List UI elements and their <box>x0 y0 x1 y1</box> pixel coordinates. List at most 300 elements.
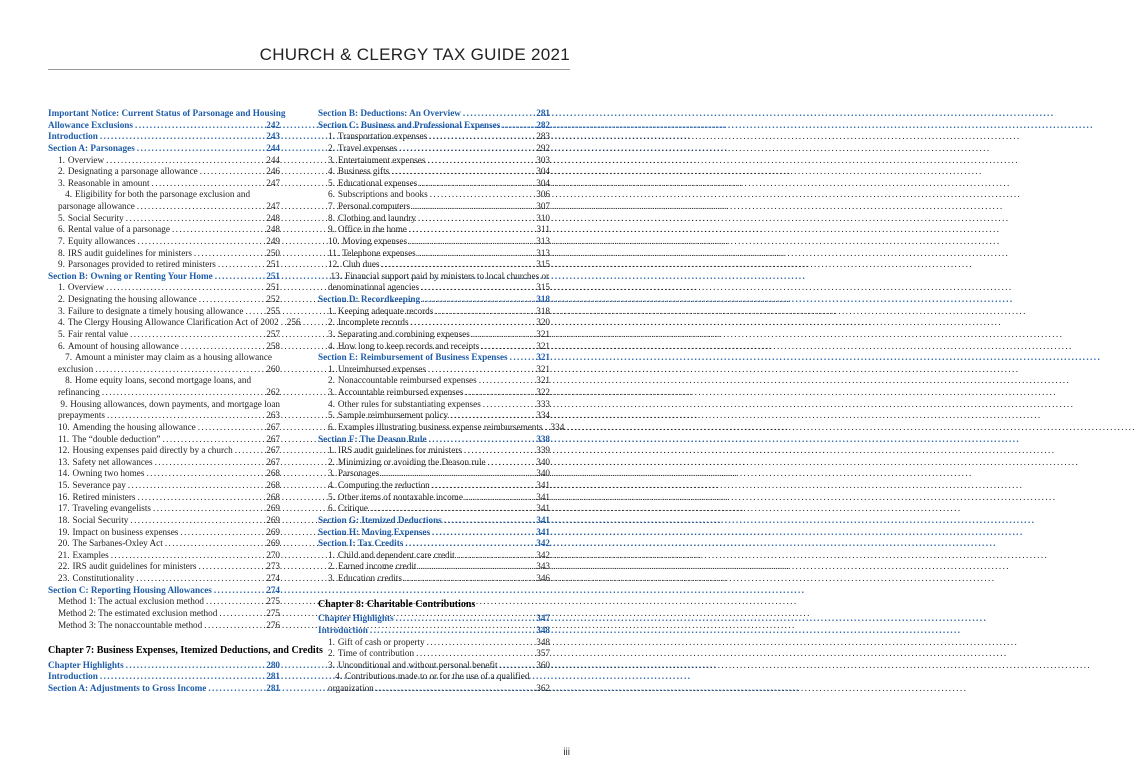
dot-leader <box>235 445 265 457</box>
toc-entry[interactable] <box>48 608 280 620</box>
toc-entry[interactable] <box>318 550 550 562</box>
toc-entry[interactable] <box>48 550 280 562</box>
dot-leader <box>465 387 534 399</box>
toc-page-number: 246 <box>266 166 280 177</box>
chapter-heading: Chapter 7: Business Expenses, Itemized Deductions, and Credits <box>48 645 323 657</box>
toc-entry[interactable] <box>318 248 550 260</box>
toc-page-number: 348 <box>536 624 550 635</box>
toc-entry-number: 3. <box>328 573 335 583</box>
toc-entry-title: Examples illustrating business expense reimbursements <box>337 421 543 432</box>
dot-leader <box>206 596 264 608</box>
toc-entry-title: Education credits <box>337 573 402 583</box>
dot-leader <box>111 550 265 562</box>
toc-entry[interactable] <box>48 573 280 585</box>
toc-section-entry[interactable] <box>48 671 280 683</box>
toc-section-entry[interactable] <box>48 120 280 132</box>
toc-entry-number: 3. <box>328 468 335 479</box>
dot-leader <box>409 224 535 236</box>
toc-entry[interactable] <box>318 648 550 660</box>
toc-entry[interactable] <box>48 166 280 178</box>
toc-section-entry[interactable] <box>318 538 550 550</box>
toc-entry-title: Child and dependent care credit <box>337 549 455 560</box>
toc-section-entry[interactable] <box>48 660 280 672</box>
toc-entry[interactable] <box>318 445 550 457</box>
toc-page-number: 281 <box>266 671 280 682</box>
chapter-heading: Chapter 8: Charitable Contributions <box>318 598 476 610</box>
toc-section-entry[interactable] <box>318 352 550 364</box>
toc-entry[interactable] <box>318 155 550 167</box>
dot-leader <box>464 445 534 457</box>
toc-section-entry[interactable] <box>318 527 550 539</box>
toc-section-entry[interactable] <box>48 143 280 155</box>
dot-leader <box>126 660 265 672</box>
toc-entry-number: 2. <box>328 456 335 467</box>
dot-leader <box>465 492 534 504</box>
toc-entry[interactable] <box>48 596 280 608</box>
toc-entry-title: Home equity loans, second mortgage loans, and <box>75 375 252 386</box>
toc-entry-title: Transportation expenses <box>337 131 428 142</box>
toc-entry-number: 14. <box>58 468 70 479</box>
dot-leader <box>107 410 264 422</box>
toc-page-number: 304 <box>536 166 550 177</box>
toc-entry[interactable] <box>318 468 550 480</box>
dot-leader <box>418 248 534 260</box>
toc-entry-title: Rental value of a parsonage <box>67 224 170 235</box>
toc-entry-title: Section D: Recordkeeping <box>318 294 421 304</box>
toc-entry-title: Computing the reduction <box>337 480 430 490</box>
dot-leader <box>214 585 264 597</box>
toc-entry[interactable] <box>48 317 301 329</box>
toc-section-entry[interactable] <box>318 108 550 120</box>
toc-entry[interactable] <box>318 306 550 318</box>
toc-entry-title: Retired ministers <box>72 491 136 502</box>
toc-page-number: 256 <box>286 317 301 328</box>
toc-page-number: 268 <box>266 468 280 479</box>
toc-entry-line <box>48 189 280 201</box>
toc-entry-number: 9. <box>328 224 335 235</box>
dot-leader <box>481 341 534 353</box>
toc-entry-line[interactable] <box>48 108 286 120</box>
toc-entry[interactable] <box>48 213 280 225</box>
toc-entry-title: IRS audit guidelines for ministers <box>337 445 462 456</box>
toc-entry-number: 1. <box>58 282 65 293</box>
toc-page-number: 274 <box>266 584 280 595</box>
toc-entry-number: 7. <box>58 235 65 246</box>
dot-leader <box>130 329 264 341</box>
toc-entry[interactable] <box>318 410 550 422</box>
dot-leader <box>427 155 534 167</box>
toc-entry[interactable] <box>318 492 550 504</box>
toc-entry-number: 8. <box>328 212 335 223</box>
toc-entry[interactable] <box>318 189 550 201</box>
dot-leader <box>411 317 535 329</box>
dot-leader <box>153 503 264 515</box>
toc-entry[interactable] <box>318 480 550 492</box>
toc-entry-title: Section C: Business and Professional Expenses <box>318 119 501 130</box>
toc-entry-title: Parsonages <box>337 468 380 479</box>
toc-entry-title: Telephone expenses <box>342 247 416 258</box>
toc-entry[interactable] <box>48 492 280 504</box>
toc-page-number: 307 <box>536 201 550 211</box>
dot-leader <box>370 503 534 515</box>
toc-entry-title: Fair rental value <box>67 328 129 339</box>
toc-page-number: 275 <box>266 596 280 607</box>
dot-leader <box>106 155 264 167</box>
toc-entry-title: Gift of cash or property <box>337 636 425 647</box>
toc-entry-number: 12. <box>328 259 340 270</box>
toc-entry-title: Financial support paid by ministers to local churches or <box>345 270 550 281</box>
toc-entry-title: Section I: Tax Credits <box>318 538 404 549</box>
toc-entry[interactable] <box>318 683 550 695</box>
toc-entry-number: 1. <box>328 445 335 456</box>
toc-entry-title: Moving expenses <box>342 235 408 246</box>
toc-entry[interactable] <box>48 236 280 248</box>
toc-entry[interactable] <box>48 201 280 213</box>
toc-entry-title: Traveling evangelists <box>72 503 151 514</box>
toc-entry-title: Housing expenses paid directly by a church <box>72 445 233 456</box>
toc-page-number: 313 <box>536 247 550 258</box>
toc-entry[interactable] <box>48 527 280 539</box>
toc-entry-title: Chapter Highlights <box>318 613 394 624</box>
toc-entry[interactable] <box>48 620 280 632</box>
toc-entry-title: organization <box>328 683 374 693</box>
toc-entry-number: 3. <box>58 177 65 188</box>
toc-entry[interactable] <box>318 637 550 649</box>
toc-entry[interactable] <box>48 503 280 515</box>
toc-page-number: 341 <box>536 480 550 490</box>
toc-entry[interactable] <box>318 224 550 236</box>
toc-page-number: 304 <box>536 177 550 188</box>
toc-entry-number: 4. <box>335 671 342 682</box>
toc-entry-title: Overview <box>67 154 105 165</box>
toc-entry[interactable] <box>318 399 550 411</box>
toc-page-number: 258 <box>266 340 280 351</box>
toc-page-number: 270 <box>266 549 280 560</box>
toc-page-number: 341 <box>536 514 550 525</box>
toc-entry-title: Critique <box>337 503 369 514</box>
toc-section-entry[interactable] <box>318 613 550 625</box>
toc-entry[interactable] <box>318 259 550 271</box>
toc-entry[interactable] <box>48 248 280 260</box>
toc-entry-title: Time of contribution <box>337 648 415 659</box>
toc-entry-title: Separating and combining expenses <box>337 328 470 339</box>
dot-leader <box>381 468 534 480</box>
toc-entry-title: parsonage allowance <box>58 201 135 211</box>
toc-page-number: 267 <box>266 456 280 467</box>
toc-entry[interactable] <box>318 503 550 515</box>
toc-page-number: 339 <box>536 445 550 456</box>
toc-entry[interactable] <box>318 387 550 399</box>
toc-entry-title: Reasonable in amount <box>67 177 150 188</box>
dot-leader <box>418 561 534 573</box>
toc-section-entry[interactable] <box>318 625 550 637</box>
toc-entry[interactable] <box>48 364 280 376</box>
toc-entry-number: 15. <box>58 480 70 490</box>
toc-entry[interactable] <box>318 166 550 178</box>
dot-leader <box>106 282 264 294</box>
toc-entry[interactable] <box>48 387 280 399</box>
dot-leader <box>218 259 264 271</box>
toc-entry[interactable] <box>318 201 550 213</box>
toc-column-right <box>318 108 565 695</box>
toc-entry-title: Designating the housing allowance <box>67 294 197 304</box>
toc-page-number: 249 <box>266 235 280 246</box>
dot-leader <box>128 480 264 492</box>
dot-leader <box>412 201 534 213</box>
dot-leader <box>545 422 549 434</box>
toc-entry-title: Equity allowances <box>67 235 136 246</box>
toc-entry[interactable] <box>48 561 280 573</box>
toc-page-number: 311 <box>536 224 550 235</box>
toc-page-number: 242 <box>266 119 280 130</box>
dot-leader <box>430 189 534 201</box>
toc-page-number: 318 <box>536 294 550 304</box>
toc-page-number: 268 <box>266 491 280 502</box>
toc-entry-number: 4. <box>58 317 65 328</box>
toc-entry[interactable] <box>318 364 550 376</box>
toc-entry[interactable] <box>318 143 550 155</box>
toc-page-number: 334 <box>536 410 550 421</box>
toc-entry-title: Introduction <box>48 131 98 142</box>
toc-page-number: 252 <box>266 294 280 304</box>
dot-leader <box>245 306 264 318</box>
toc-page-number: 267 <box>266 421 280 432</box>
toc-entry[interactable] <box>48 224 280 236</box>
toc-entry[interactable] <box>48 457 280 469</box>
dot-leader <box>422 294 534 306</box>
toc-section-entry[interactable] <box>318 294 550 306</box>
dot-leader <box>421 282 534 294</box>
toc-section-entry[interactable] <box>318 434 550 446</box>
toc-entry-title: Introduction <box>318 624 368 635</box>
toc-page-number: 315 <box>536 282 550 293</box>
toc-entry[interactable] <box>318 573 550 585</box>
toc-entry-title: IRS audit guidelines for ministers <box>72 561 197 572</box>
toc-entry[interactable] <box>318 213 550 225</box>
toc-entry[interactable] <box>48 422 280 434</box>
toc-page-number: 341 <box>536 503 550 514</box>
dot-leader <box>427 637 535 649</box>
toc-entry[interactable] <box>48 282 280 294</box>
toc-entry[interactable] <box>48 306 280 318</box>
dot-leader <box>391 166 534 178</box>
toc-entry[interactable] <box>318 660 550 672</box>
toc-entry-title: Clothing and laundry <box>337 212 416 223</box>
toc-page-number: 280 <box>266 659 280 670</box>
toc-entry[interactable] <box>318 131 550 143</box>
toc-entry[interactable] <box>48 468 280 480</box>
toc-entry-title: Educational expenses <box>337 177 418 188</box>
dot-leader <box>130 515 264 527</box>
toc-entry-number: 11. <box>58 433 70 444</box>
dot-leader <box>162 434 264 446</box>
toc-page-number: 348 <box>536 636 550 647</box>
toc-page-number: 269 <box>266 538 280 549</box>
toc-entry-number: 3. <box>328 387 335 397</box>
toc-entry[interactable] <box>48 538 280 550</box>
toc-page-number: 281 <box>266 683 280 693</box>
toc-entry[interactable] <box>48 294 280 306</box>
toc-page-number: 347 <box>536 613 550 624</box>
dot-leader <box>405 538 534 550</box>
toc-entry-number: 1. <box>328 131 335 142</box>
toc-entry-number: 2. <box>58 294 65 304</box>
toc-entry-title: Section E: Reimbursement of Business Expenses <box>318 352 508 363</box>
dot-leader <box>137 143 264 155</box>
toc-entry-title: Business gifts <box>337 166 390 177</box>
toc-entry[interactable] <box>48 410 280 422</box>
toc-entry[interactable] <box>48 515 280 527</box>
toc-page-number: 321 <box>536 328 550 339</box>
toc-entry[interactable] <box>318 375 550 387</box>
toc-entry-title: Failure to designate a timely housing allowance <box>67 305 244 316</box>
toc-entry[interactable] <box>48 434 280 446</box>
toc-entry-number: 6. <box>58 340 65 351</box>
toc-entry-number: 23. <box>58 573 70 583</box>
toc-page-number: 340 <box>536 468 550 479</box>
toc-entry-number: 13. <box>330 270 342 281</box>
dot-leader <box>457 550 534 562</box>
dot-leader <box>444 515 534 527</box>
dot-leader <box>152 178 265 190</box>
toc-entry[interactable] <box>318 341 550 353</box>
toc-section-entry[interactable] <box>48 585 280 597</box>
toc-page-number: 248 <box>266 212 280 223</box>
toc-entry-number: 7. <box>65 352 72 363</box>
toc-entry-number: 1. <box>328 549 335 560</box>
toc-page-number: 274 <box>266 573 280 583</box>
toc-entry-line <box>48 375 280 387</box>
toc-entry-number: 20. <box>58 538 70 549</box>
toc-entry[interactable] <box>48 259 280 271</box>
toc-entry-title: Social Security <box>67 212 124 223</box>
toc-entry-title: Subscriptions and books <box>337 189 428 200</box>
toc-entry-title: Method 1: The actual exclusion method <box>58 596 205 607</box>
toc-entry-number: 5. <box>328 177 335 188</box>
toc-page-number: 321 <box>536 363 550 374</box>
toc-entry-title: Eligibility for both the parsonage exclusion and <box>75 189 251 200</box>
toc-page-number: 357 <box>536 648 550 659</box>
toc-page-number: 255 <box>266 305 280 316</box>
toc-page-number: 341 <box>536 526 550 537</box>
toc-page-number: 260 <box>266 363 280 374</box>
toc-entry[interactable] <box>318 282 550 294</box>
dot-leader <box>472 329 534 341</box>
toc-page-number: 251 <box>266 259 280 270</box>
toc-entry-number: 5. <box>328 410 335 421</box>
toc-entry-title: Overview <box>67 282 105 293</box>
toc-page-number: 342 <box>536 538 550 549</box>
toc-entry[interactable] <box>318 317 550 329</box>
toc-page-number: 321 <box>536 340 550 351</box>
toc-entry[interactable] <box>48 329 280 341</box>
toc-entry[interactable] <box>48 178 280 190</box>
toc-entry-number: 5. <box>328 491 335 502</box>
toc-entry-title: Other items of nontaxable income <box>337 491 463 502</box>
toc-entry[interactable] <box>318 236 550 248</box>
toc-entry-title: Earned income credit <box>337 561 417 572</box>
dot-leader <box>281 317 285 329</box>
toc-entry[interactable] <box>318 421 565 434</box>
toc-section-entry[interactable] <box>48 131 280 143</box>
toc-page-number: 315 <box>536 259 550 270</box>
toc-entry[interactable] <box>318 457 550 469</box>
toc-entry-title: Sample reimbursement policy <box>337 410 449 421</box>
dot-leader <box>382 259 535 271</box>
toc-entry-number: 21. <box>58 549 70 560</box>
dot-leader <box>429 434 535 446</box>
toc-entry-line <box>48 399 280 411</box>
dot-leader <box>199 294 264 306</box>
toc-page-number: 251 <box>266 270 280 281</box>
toc-entry-title: Method 3: The nonaccountable method <box>58 619 203 630</box>
dot-leader <box>428 364 534 376</box>
toc-entry-title: Amount of housing allowance <box>67 340 179 351</box>
toc-entry-number: 6. <box>58 224 65 235</box>
toc-entry[interactable] <box>318 329 550 341</box>
toc-entry[interactable] <box>48 155 280 167</box>
toc-entry-title: Severance pay <box>72 480 126 490</box>
dot-leader <box>416 648 534 660</box>
toc-entry[interactable] <box>48 341 280 353</box>
toc-entry-number: 10. <box>58 421 70 432</box>
toc-entry-number: 17. <box>58 503 70 514</box>
toc-section-entry[interactable] <box>318 120 550 132</box>
toc-section-entry[interactable] <box>48 683 280 695</box>
toc-section-entry[interactable] <box>318 515 550 527</box>
toc-section-entry[interactable] <box>48 271 280 283</box>
toc-entry-title: Examples <box>72 549 109 560</box>
toc-entry-number: 3. <box>328 328 335 339</box>
toc-page-number: 292 <box>536 142 550 153</box>
toc-entry[interactable] <box>48 480 280 492</box>
toc-entry-title: Unconditional and without personal benefit <box>337 659 498 670</box>
toc-page-number: 263 <box>266 410 280 421</box>
toc-entry-title: Housing allowances, down payments, and mortgage loan <box>70 398 280 409</box>
dot-leader <box>100 671 264 683</box>
toc-entry-title: Section B: Owning or Renting Your Home <box>48 270 213 281</box>
toc-entry-title: prepayments <box>58 410 105 421</box>
dot-leader <box>488 457 535 469</box>
dot-leader <box>172 224 264 236</box>
toc-entry-title: Section A: Adjustments to Gross Income <box>48 683 207 693</box>
toc-entry-title: Accountable reimbursed expenses <box>337 387 464 397</box>
toc-entry-title: Social Security <box>72 514 129 525</box>
toc-entry-number: 19. <box>58 526 70 537</box>
toc-page-number: 269 <box>266 514 280 525</box>
dot-leader <box>215 271 265 283</box>
toc-entry[interactable] <box>48 445 280 457</box>
toc-entry-number: 22. <box>58 561 70 572</box>
toc-entry-number: 2. <box>58 166 65 177</box>
toc-entry-number: 1. <box>328 636 335 647</box>
dot-leader <box>432 527 534 539</box>
toc-entry-title: Designating a parsonage allowance <box>67 166 198 177</box>
dot-leader <box>198 422 264 434</box>
toc-entry-title: refinancing <box>58 387 100 397</box>
toc-entry-title: The Clergy Housing Allowance Clarification Act of 2002 <box>67 317 279 328</box>
toc-page-number: 310 <box>536 212 550 223</box>
toc-entry-title: Important Notice: Current Status of Parsonage and Housing <box>48 108 286 118</box>
dot-leader <box>102 387 264 399</box>
toc-entry-title: Chapter Highlights <box>48 659 124 670</box>
toc-page-number: 275 <box>266 607 280 618</box>
dot-leader <box>396 613 535 625</box>
toc-entry-number: 4. <box>328 398 335 409</box>
toc-entry[interactable] <box>318 561 550 573</box>
toc-entry[interactable] <box>318 178 550 190</box>
toc-page-number: 320 <box>536 317 550 328</box>
